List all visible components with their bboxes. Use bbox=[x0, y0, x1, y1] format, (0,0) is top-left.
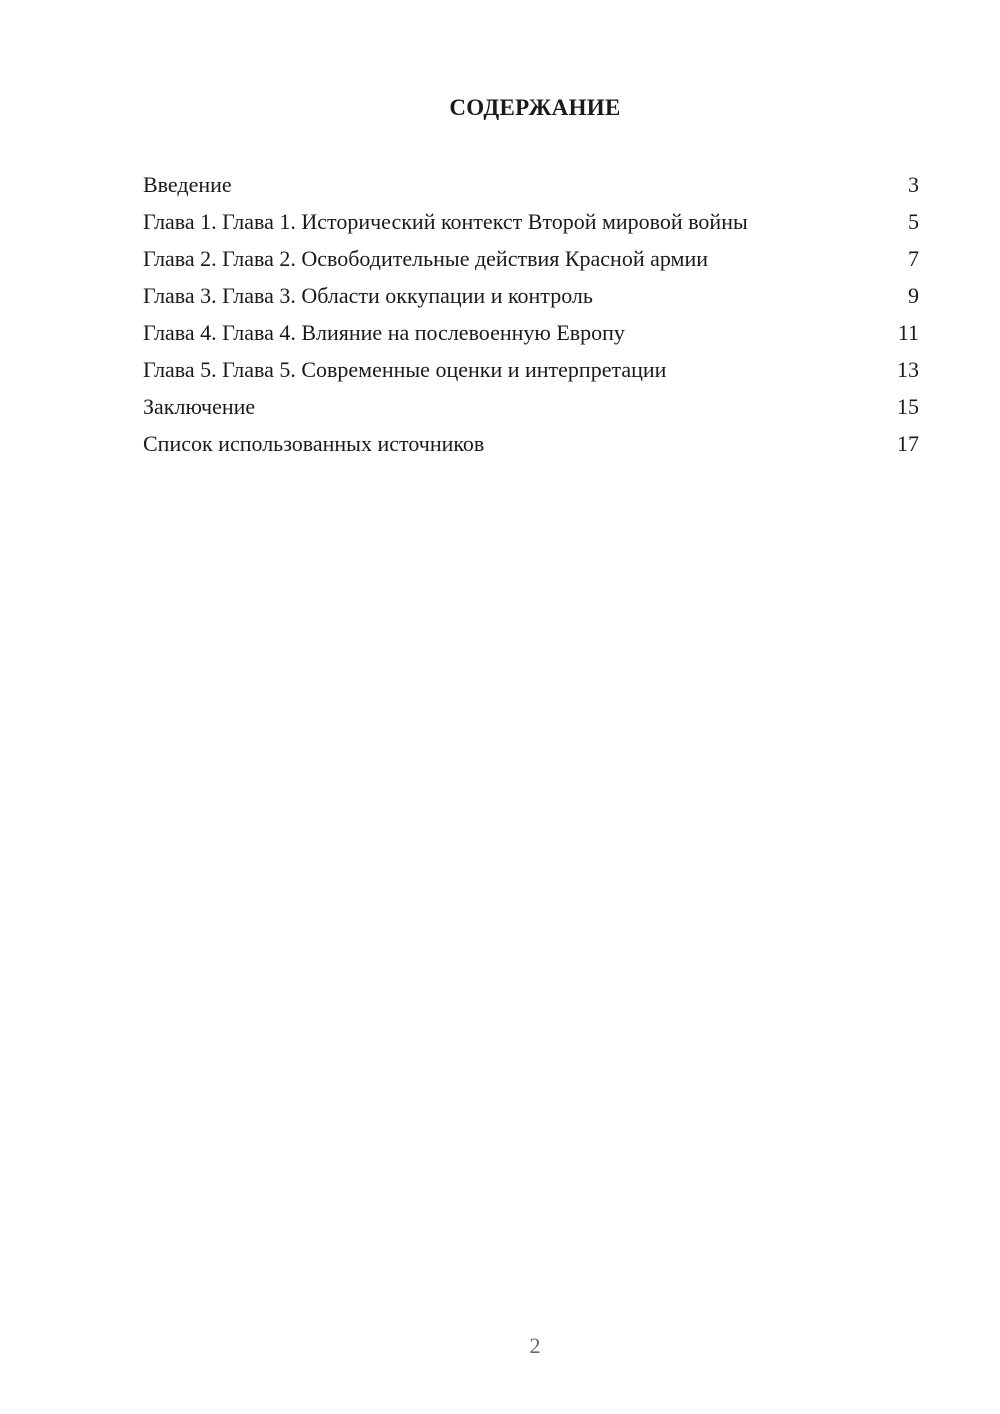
toc-entry-introduction[interactable] bbox=[143, 170, 919, 199]
toc-entry-label: Список использованных источников bbox=[143, 431, 485, 456]
toc-entry-page: 5 bbox=[908, 209, 919, 234]
toc-entry-references[interactable] bbox=[143, 429, 919, 458]
toc-entry-chapter-1[interactable] bbox=[143, 207, 919, 236]
toc-entry-label: Заключение bbox=[143, 394, 256, 419]
toc-entry-page: 11 bbox=[897, 320, 919, 345]
table-of-contents bbox=[143, 170, 919, 466]
toc-entry-label: Глава 3. Глава 3. Области оккупации и контроль bbox=[143, 283, 593, 308]
toc-title: СОДЕРЖАНИЕ bbox=[449, 95, 621, 120]
toc-entry-label: Глава 2. Глава 2. Освободительные действия Красной армии bbox=[143, 246, 709, 271]
toc-entry-page: 7 bbox=[908, 246, 919, 271]
toc-entry-chapter-3[interactable] bbox=[143, 281, 919, 310]
toc-entry-chapter-2[interactable] bbox=[143, 244, 919, 273]
toc-entry-label: Глава 1. Глава 1. Исторический контекст Второй мировой войны bbox=[143, 209, 748, 234]
toc-entry-page: 15 bbox=[897, 394, 919, 419]
toc-entry-label: Глава 4. Глава 4. Влияние на послевоенную Европу bbox=[143, 320, 625, 345]
toc-entry-conclusion[interactable] bbox=[143, 392, 919, 421]
page-number: 2 bbox=[529, 1333, 541, 1358]
toc-entry-label: Глава 5. Глава 5. Современные оценки и интерпретации bbox=[143, 357, 667, 382]
toc-entry-chapter-4[interactable] bbox=[143, 318, 919, 347]
toc-entry-label: Введение bbox=[143, 172, 232, 197]
toc-entry-page: 17 bbox=[897, 431, 919, 456]
toc-entry-page: 3 bbox=[908, 172, 919, 197]
toc-entry-chapter-5[interactable] bbox=[143, 355, 919, 384]
toc-entry-page: 9 bbox=[908, 283, 919, 308]
toc-entry-page: 13 bbox=[897, 357, 919, 382]
